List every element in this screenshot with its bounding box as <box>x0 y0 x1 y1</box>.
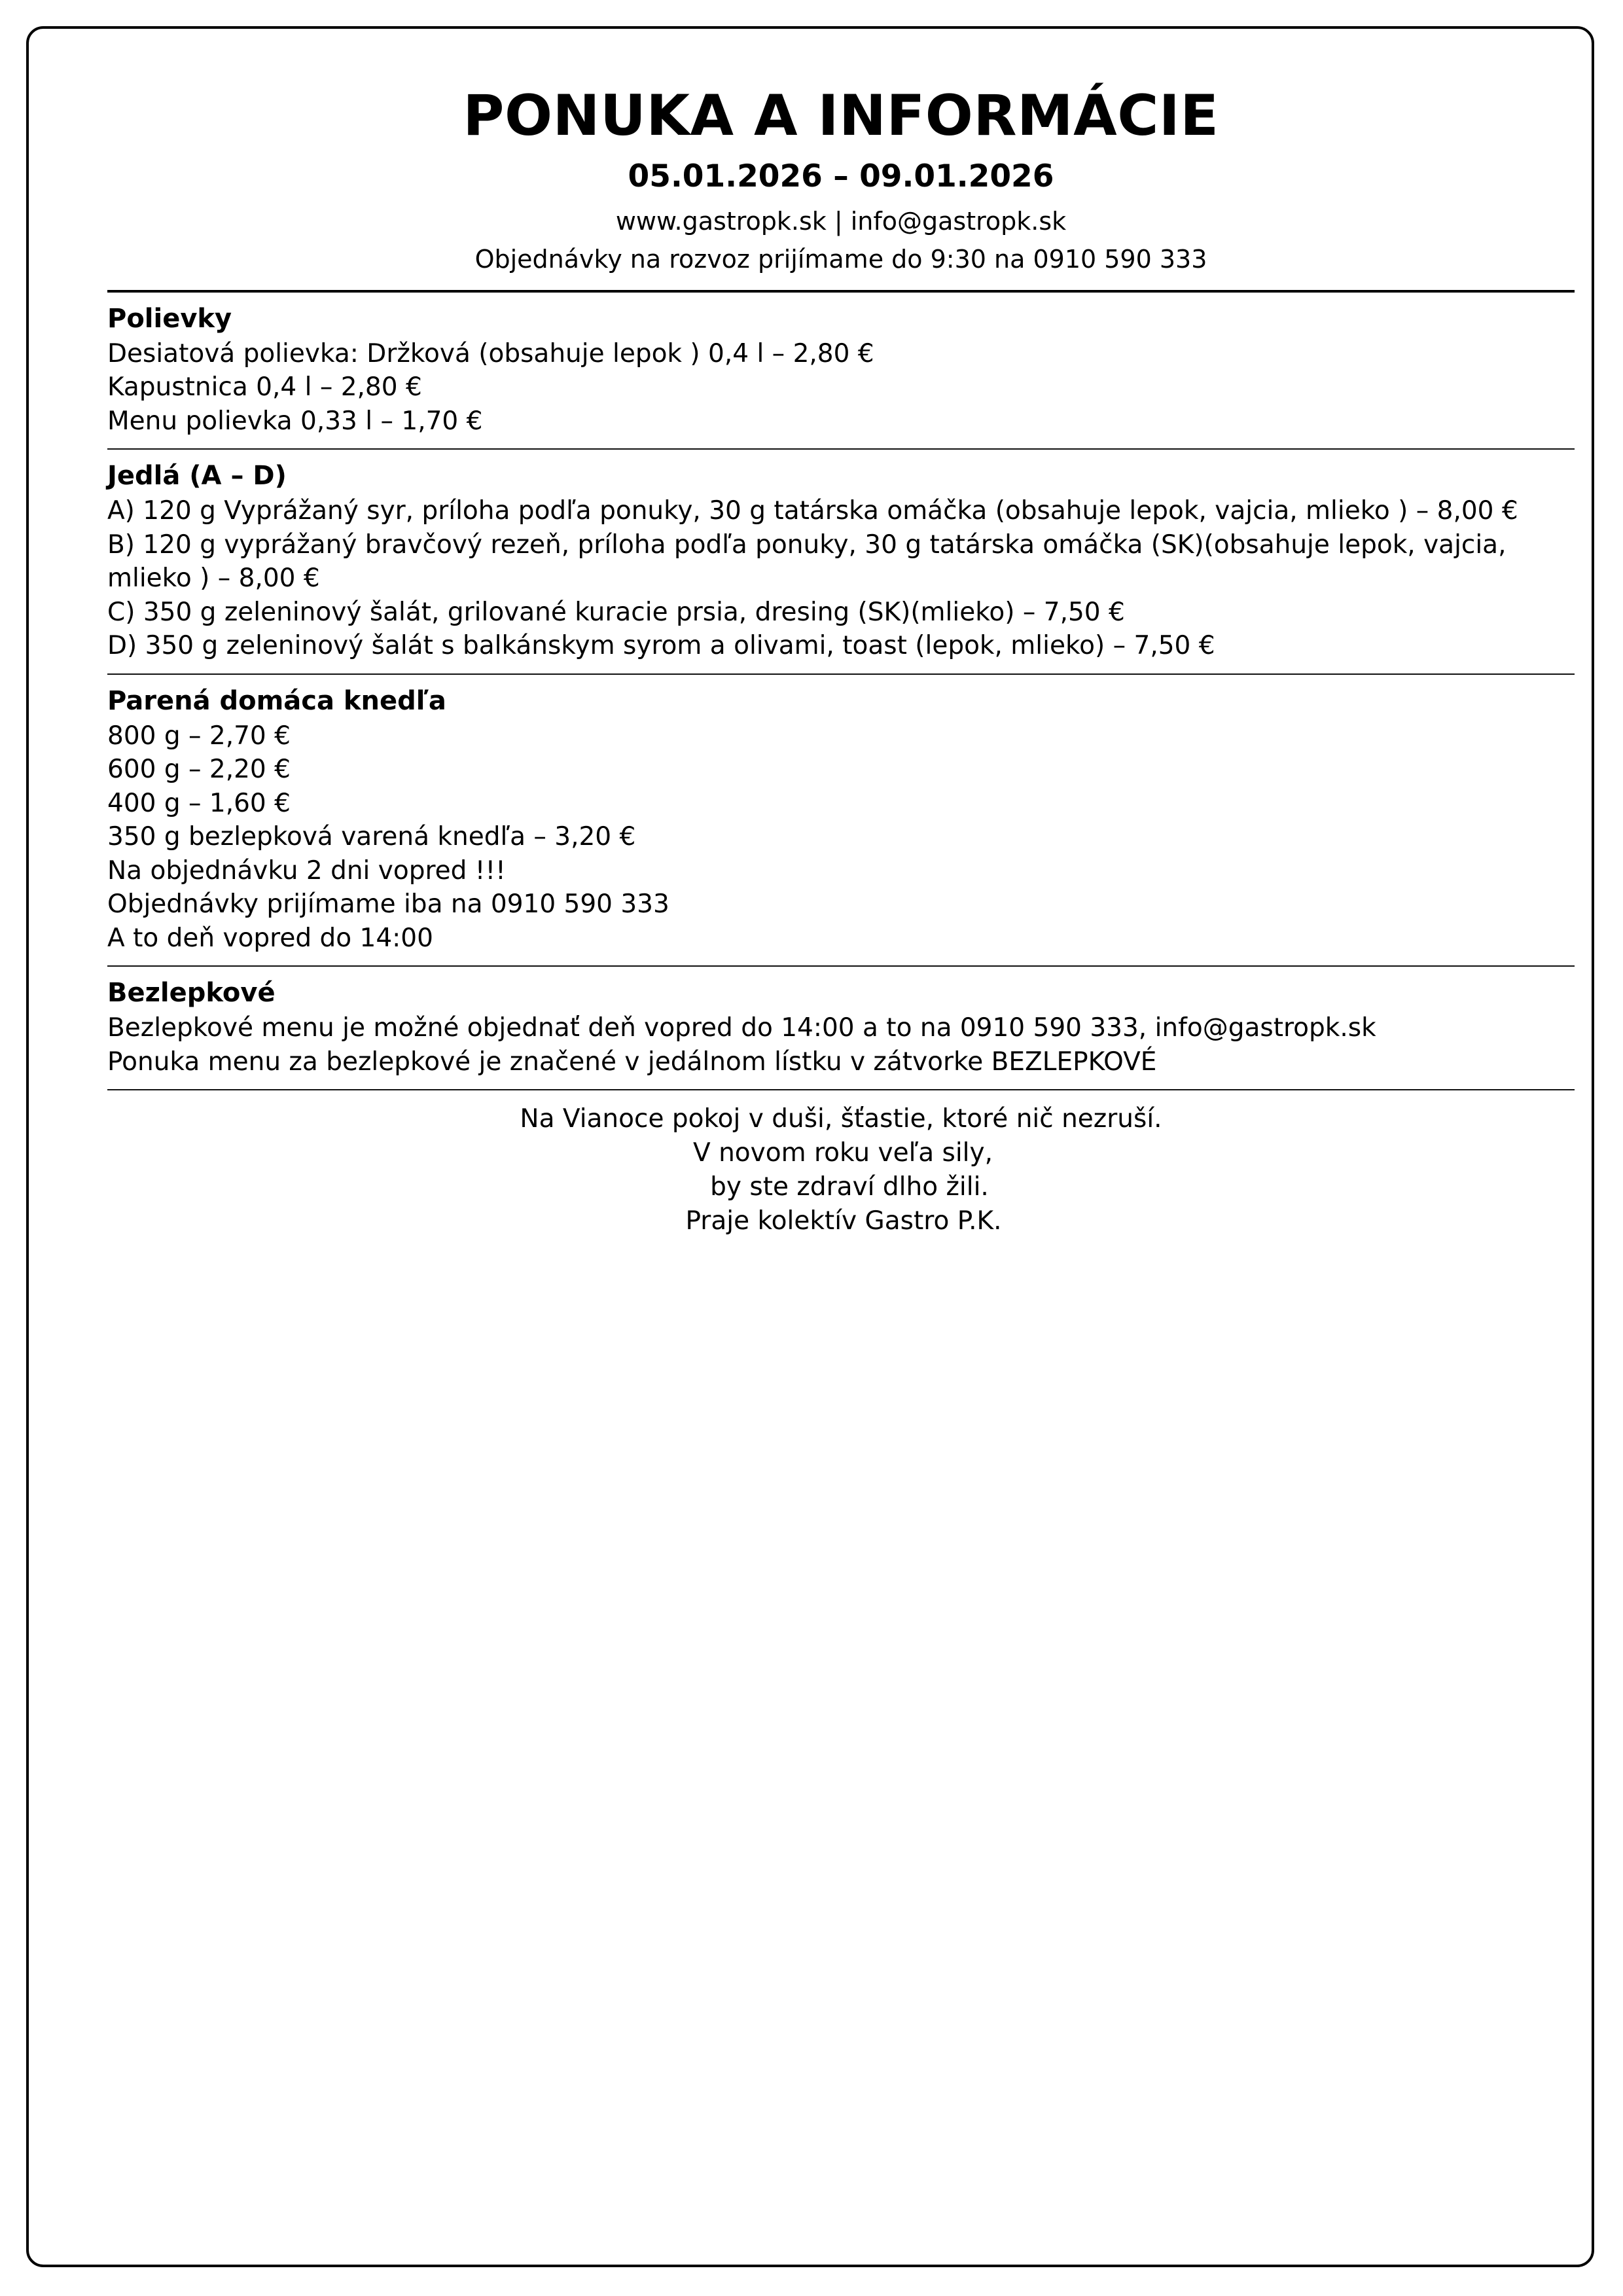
menu-line: Ponuka menu za bezlepkové je značené v jedálnom lístku v zátvorke BEZLEPKOVÉ <box>107 1047 1157 1077</box>
poem-line: Praje kolektív Gastro P.K. <box>685 1206 1002 1236</box>
menu-line: Desiatová polievka: Držková (obsahuje lepok ) 0,4 l – 2,80 € <box>107 339 874 368</box>
page-title: PONUKA A INFORMÁCIE <box>463 83 1219 149</box>
menu-line: Menu polievka 0,33 l – 1,70 € <box>107 406 483 436</box>
poem-line: V novom roku veľa sily, <box>693 1138 993 1168</box>
section-heading: Jedlá (A – D) <box>107 461 287 492</box>
section-bezlepkove <box>107 967 1575 1080</box>
delivery-orders-note: Objednávky na rozvoz prijímame do 9:30 na 0910 590 333 <box>474 245 1207 274</box>
menu-line: 350 g bezlepková varená knedľa – 3,20 € <box>107 822 636 852</box>
poem-line: by ste zdraví dlho žili. <box>710 1172 989 1202</box>
menu-line: A to deň vopred do 14:00 <box>107 923 433 953</box>
menu-line: Bezlepkové menu je možné objednať deň vopred do 14:00 a to na 0910 590 333, info@gastropk.sk <box>107 1013 1376 1043</box>
menu-line: C) 350 g zeleninový šalát, grilované kuracie prsia, dresing (SK)(mlieko) – 7,50 € <box>107 597 1125 627</box>
menu-line: Kapustnica 0,4 l – 2,80 € <box>107 372 422 403</box>
menu-line: A) 120 g Vyprážaný syr, príloha podľa ponuky, 30 g tatárska omáčka (obsahuje lepok, vajcia, mlieko ) – 8,00 € <box>107 496 1518 526</box>
menu-line: 800 g – 2,70 € <box>107 721 291 751</box>
section-polievky <box>107 293 1575 439</box>
menu-line: 600 g – 2,20 € <box>107 755 291 785</box>
page-border-frame <box>26 26 1594 2267</box>
section-parena-knedla <box>107 675 1575 956</box>
contact-line: www.gastropk.sk | info@gastropk.sk <box>615 207 1067 236</box>
section-heading: Polievky <box>107 304 232 334</box>
menu-line: 400 g – 1,60 € <box>107 788 291 818</box>
menu-line: Na objednávku 2 dni vopred !!! <box>107 855 506 886</box>
section-heading: Parená domáca knedľa <box>107 685 446 716</box>
poem-line: Na Vianoce pokoj v duši, šťastie, ktoré nič nezruší. <box>520 1103 1162 1134</box>
date-range: 05.01.2026 – 09.01.2026 <box>628 158 1054 194</box>
section-jedla <box>107 450 1575 664</box>
footer-greeting <box>107 1090 1575 1238</box>
section-heading: Bezlepkové <box>107 978 276 1009</box>
menu-line: Objednávky prijímame iba na 0910 590 333 <box>107 889 669 920</box>
document-content <box>107 68 1575 1238</box>
menu-line: D) 350 g zeleninový šalát s balkánskym syrom a olivami, toast (lepok, mlieko) – 7,50 € <box>107 631 1215 661</box>
menu-line: B) 120 g vyprážaný bravčový rezeň, príloha podľa ponuky, 30 g tatárska omáčka (SK)(obsahuje lepok, vajcia, mlieko ) – 8,00 € <box>107 529 1507 594</box>
document-header <box>107 68 1575 272</box>
